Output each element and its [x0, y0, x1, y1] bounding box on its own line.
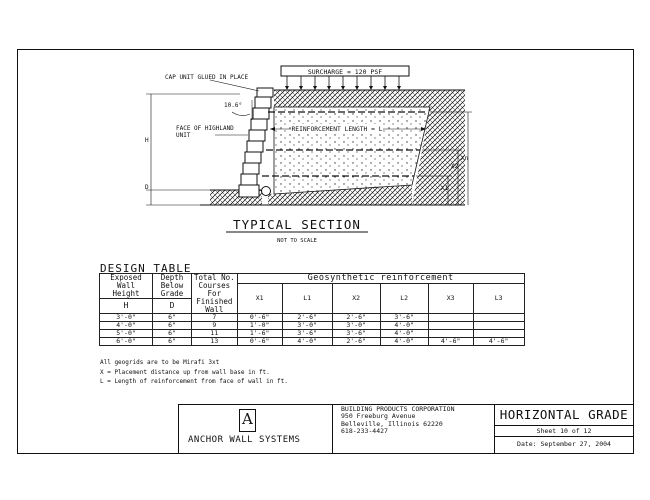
section-title: TYPICAL SECTION — [233, 217, 361, 232]
dim-h: H — [145, 137, 149, 144]
face-label-2: UNIT — [176, 132, 191, 139]
sym-l1: L1 — [282, 283, 332, 313]
sym-h: H — [100, 298, 153, 313]
design-table-title: DESIGN TABLE — [100, 262, 192, 275]
drain-pipe — [262, 187, 271, 196]
dim-xn: Xn — [461, 155, 469, 162]
cap-unit-label: CAP UNIT GLUED IN PLACE — [165, 74, 249, 81]
geo-header: Geosynthetic reinforcement — [237, 274, 524, 284]
note-line: All geogrids are to be Mirafi 3xt — [100, 359, 220, 366]
col-depth-header: Depth Below Grade — [153, 274, 192, 299]
section-subtitle: NOT TO SCALE — [277, 238, 317, 244]
company-name: ANCHOR WALL SYSTEMS — [188, 435, 301, 445]
drawing-date: Date: September 27, 2004 — [517, 440, 611, 448]
note-line: X = Placement distance up from wall base in ft. — [100, 368, 270, 376]
company-address: BUILDING PRODUCTS CORPORATION 950 Freeburg Avenue Belleville, Illinois 62220 618-233-4427 — [341, 405, 455, 435]
sym-x2: X2 — [332, 283, 380, 313]
drawing-title: HORIZONTAL GRADE — [494, 404, 634, 426]
sym-x3: X3 — [428, 283, 473, 313]
design-table — [99, 273, 525, 346]
reinf-length-label: REINFORCEMENT LENGTH = L — [291, 126, 383, 133]
dim-x2: X2 — [451, 163, 459, 170]
sheet-number: Sheet 10 of 12 — [494, 426, 634, 437]
retained-soil-hatch — [274, 90, 465, 107]
sym-d: D — [153, 298, 192, 313]
dim-x1: X1 — [441, 185, 449, 192]
col-exposed-header: Exposed Wall Height — [100, 274, 153, 299]
table-row: 4'-0" 6" 9 1'-0" 3'-0" 3'-0" 4'-0" — [100, 322, 525, 330]
sym-x1: X1 — [237, 283, 282, 313]
table-row: 6'-0" 6" 13 0'-6" 4'-0" 2'-6" 4'-0" 4'-6" 4'-6" — [100, 337, 525, 345]
wall-blocks — [239, 88, 273, 197]
table-row: 3'-0" 6" 7 0'-6" 2'-6" 2'-6" 3'-6" — [100, 314, 525, 322]
batter-angle-label: 10.6° — [224, 102, 243, 109]
face-label-1: FACE OF HIGHLAND — [176, 125, 234, 132]
sym-l3: L3 — [473, 283, 524, 313]
sym-l2: L2 — [380, 283, 428, 313]
col-courses-header: Total No. Courses For Finished Wall — [192, 274, 238, 314]
table-notes — [100, 358, 288, 387]
dim-d: D — [145, 184, 149, 191]
table-row: 5'-0" 6" 11 1'-6" 3'-6" 3'-6" 4'-0" — [100, 330, 525, 338]
note-line: L = Length of reinforcement from face of wall in ft. — [100, 378, 288, 385]
logo-letter: A — [242, 410, 253, 428]
surcharge-label: SURCHARGE = 120 PSF — [307, 68, 383, 76]
